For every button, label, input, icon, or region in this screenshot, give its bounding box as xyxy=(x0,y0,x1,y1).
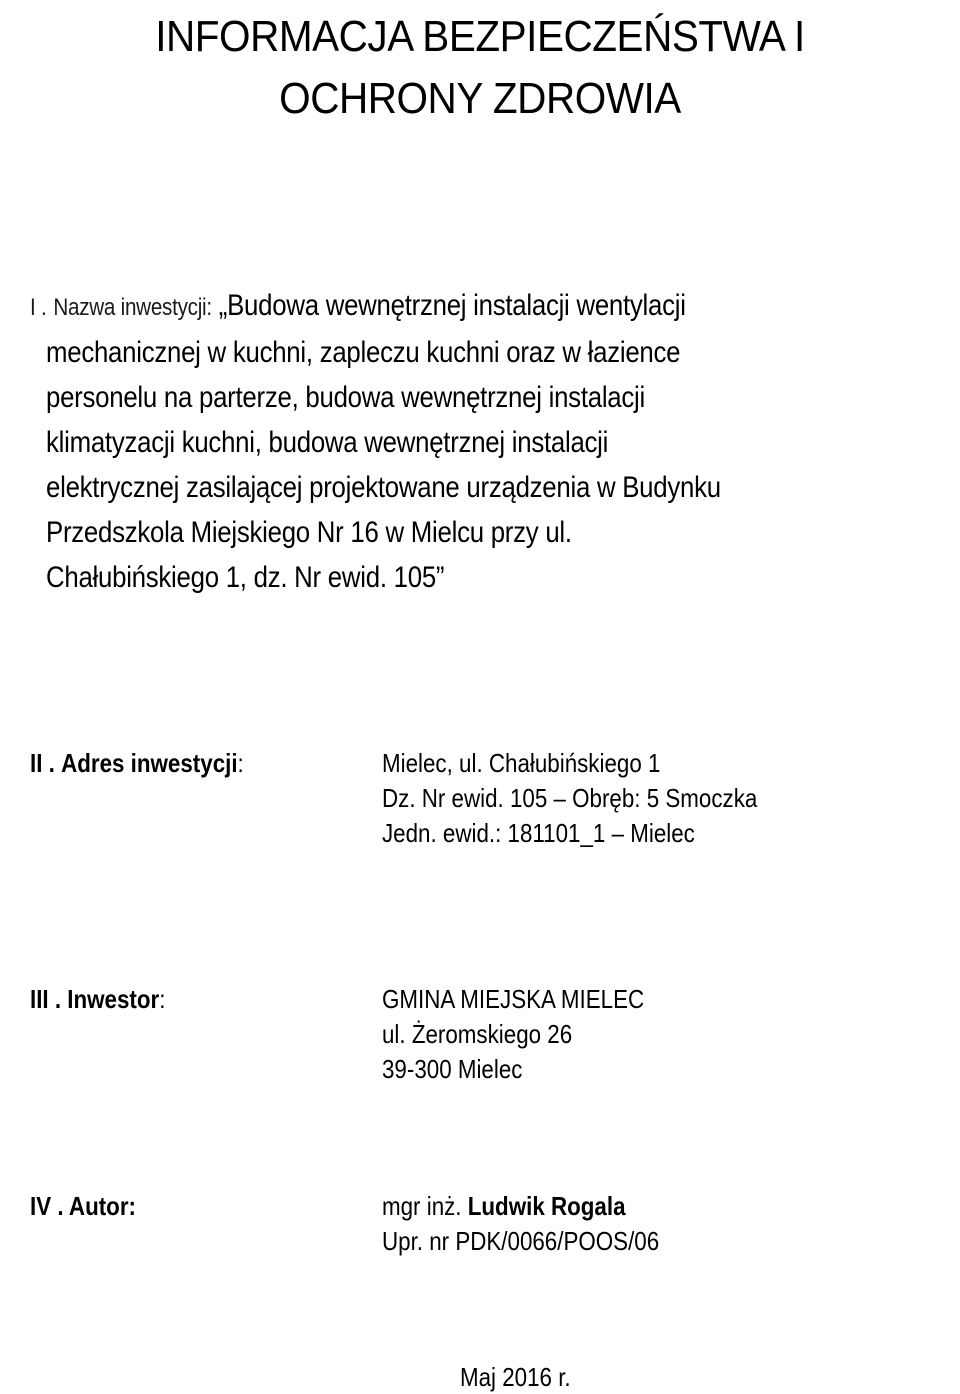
registry-unit-line: Jedn. ewid.: 181101_1 – Mielec xyxy=(382,818,695,848)
section-ii-number: II . xyxy=(30,748,55,778)
author-values xyxy=(382,1189,704,1259)
investment-address-label-text: Adres inwestycji xyxy=(61,748,238,778)
investment-address-colon: : xyxy=(237,748,244,778)
author-label: IV . Autor: xyxy=(30,1191,136,1221)
plot-line: Dz. Nr ewid. 105 – Obręb: 5 Smoczka xyxy=(382,783,758,813)
author-name: Ludwik Rogala xyxy=(467,1191,626,1221)
investor-city: 39-300 Mielec xyxy=(382,1054,523,1084)
investment-address-label xyxy=(30,746,244,781)
investor-label xyxy=(30,982,165,1017)
section-iii-number: III . xyxy=(30,984,62,1014)
section-i-number: I . xyxy=(30,294,47,321)
document-date: Maj 2016 r. xyxy=(460,1362,571,1392)
investment-name-first-line xyxy=(30,283,830,330)
investment-name-line: Przedszkola Miejskiego Nr 16 w Mielcu przy ul. xyxy=(46,516,572,549)
author-line xyxy=(382,1189,659,1224)
title-line-1: INFORMACJA BEZPIECZEŃSTWA I xyxy=(155,12,805,61)
investment-name-line: mechanicznej w kuchni, zapleczu kuchni oraz w łazience xyxy=(46,336,681,369)
author-license: Upr. nr PDK/0066/POOS/06 xyxy=(382,1226,660,1256)
investment-name-label: Nazwa inwestycji: xyxy=(53,294,212,321)
section-investment-name xyxy=(30,283,960,600)
author-title: mgr inż. xyxy=(382,1191,462,1221)
investment-name-line: elektrycznej zasilającej projektowane urządzenia w Budynku xyxy=(46,471,721,504)
investor-values xyxy=(382,982,687,1087)
investor-colon: : xyxy=(159,984,166,1014)
document-title xyxy=(38,6,921,130)
address-line: Mielec, ul. Chałubińskiego 1 xyxy=(382,748,661,778)
investor-name: GMINA MIEJSKA MIELEC xyxy=(382,984,645,1014)
investor-street: ul. Żeromskiego 26 xyxy=(382,1019,573,1049)
title-line-2: OCHRONY ZDROWIA xyxy=(279,74,681,123)
investment-name-line: Chałubińskiego 1, dz. Nr ewid. 105” xyxy=(46,561,445,594)
investment-name-line: klimatyzacji kuchni, budowa wewnętrznej instalacji xyxy=(46,426,609,459)
investment-name-text-start: „Budowa wewnętrznej instalacji wentylacji xyxy=(218,289,686,322)
investor-label-text: Inwestor xyxy=(67,984,160,1014)
investment-address-values xyxy=(382,746,818,851)
investment-name-line: personelu na parterze, budowa wewnętrznej instalacji xyxy=(46,381,645,414)
